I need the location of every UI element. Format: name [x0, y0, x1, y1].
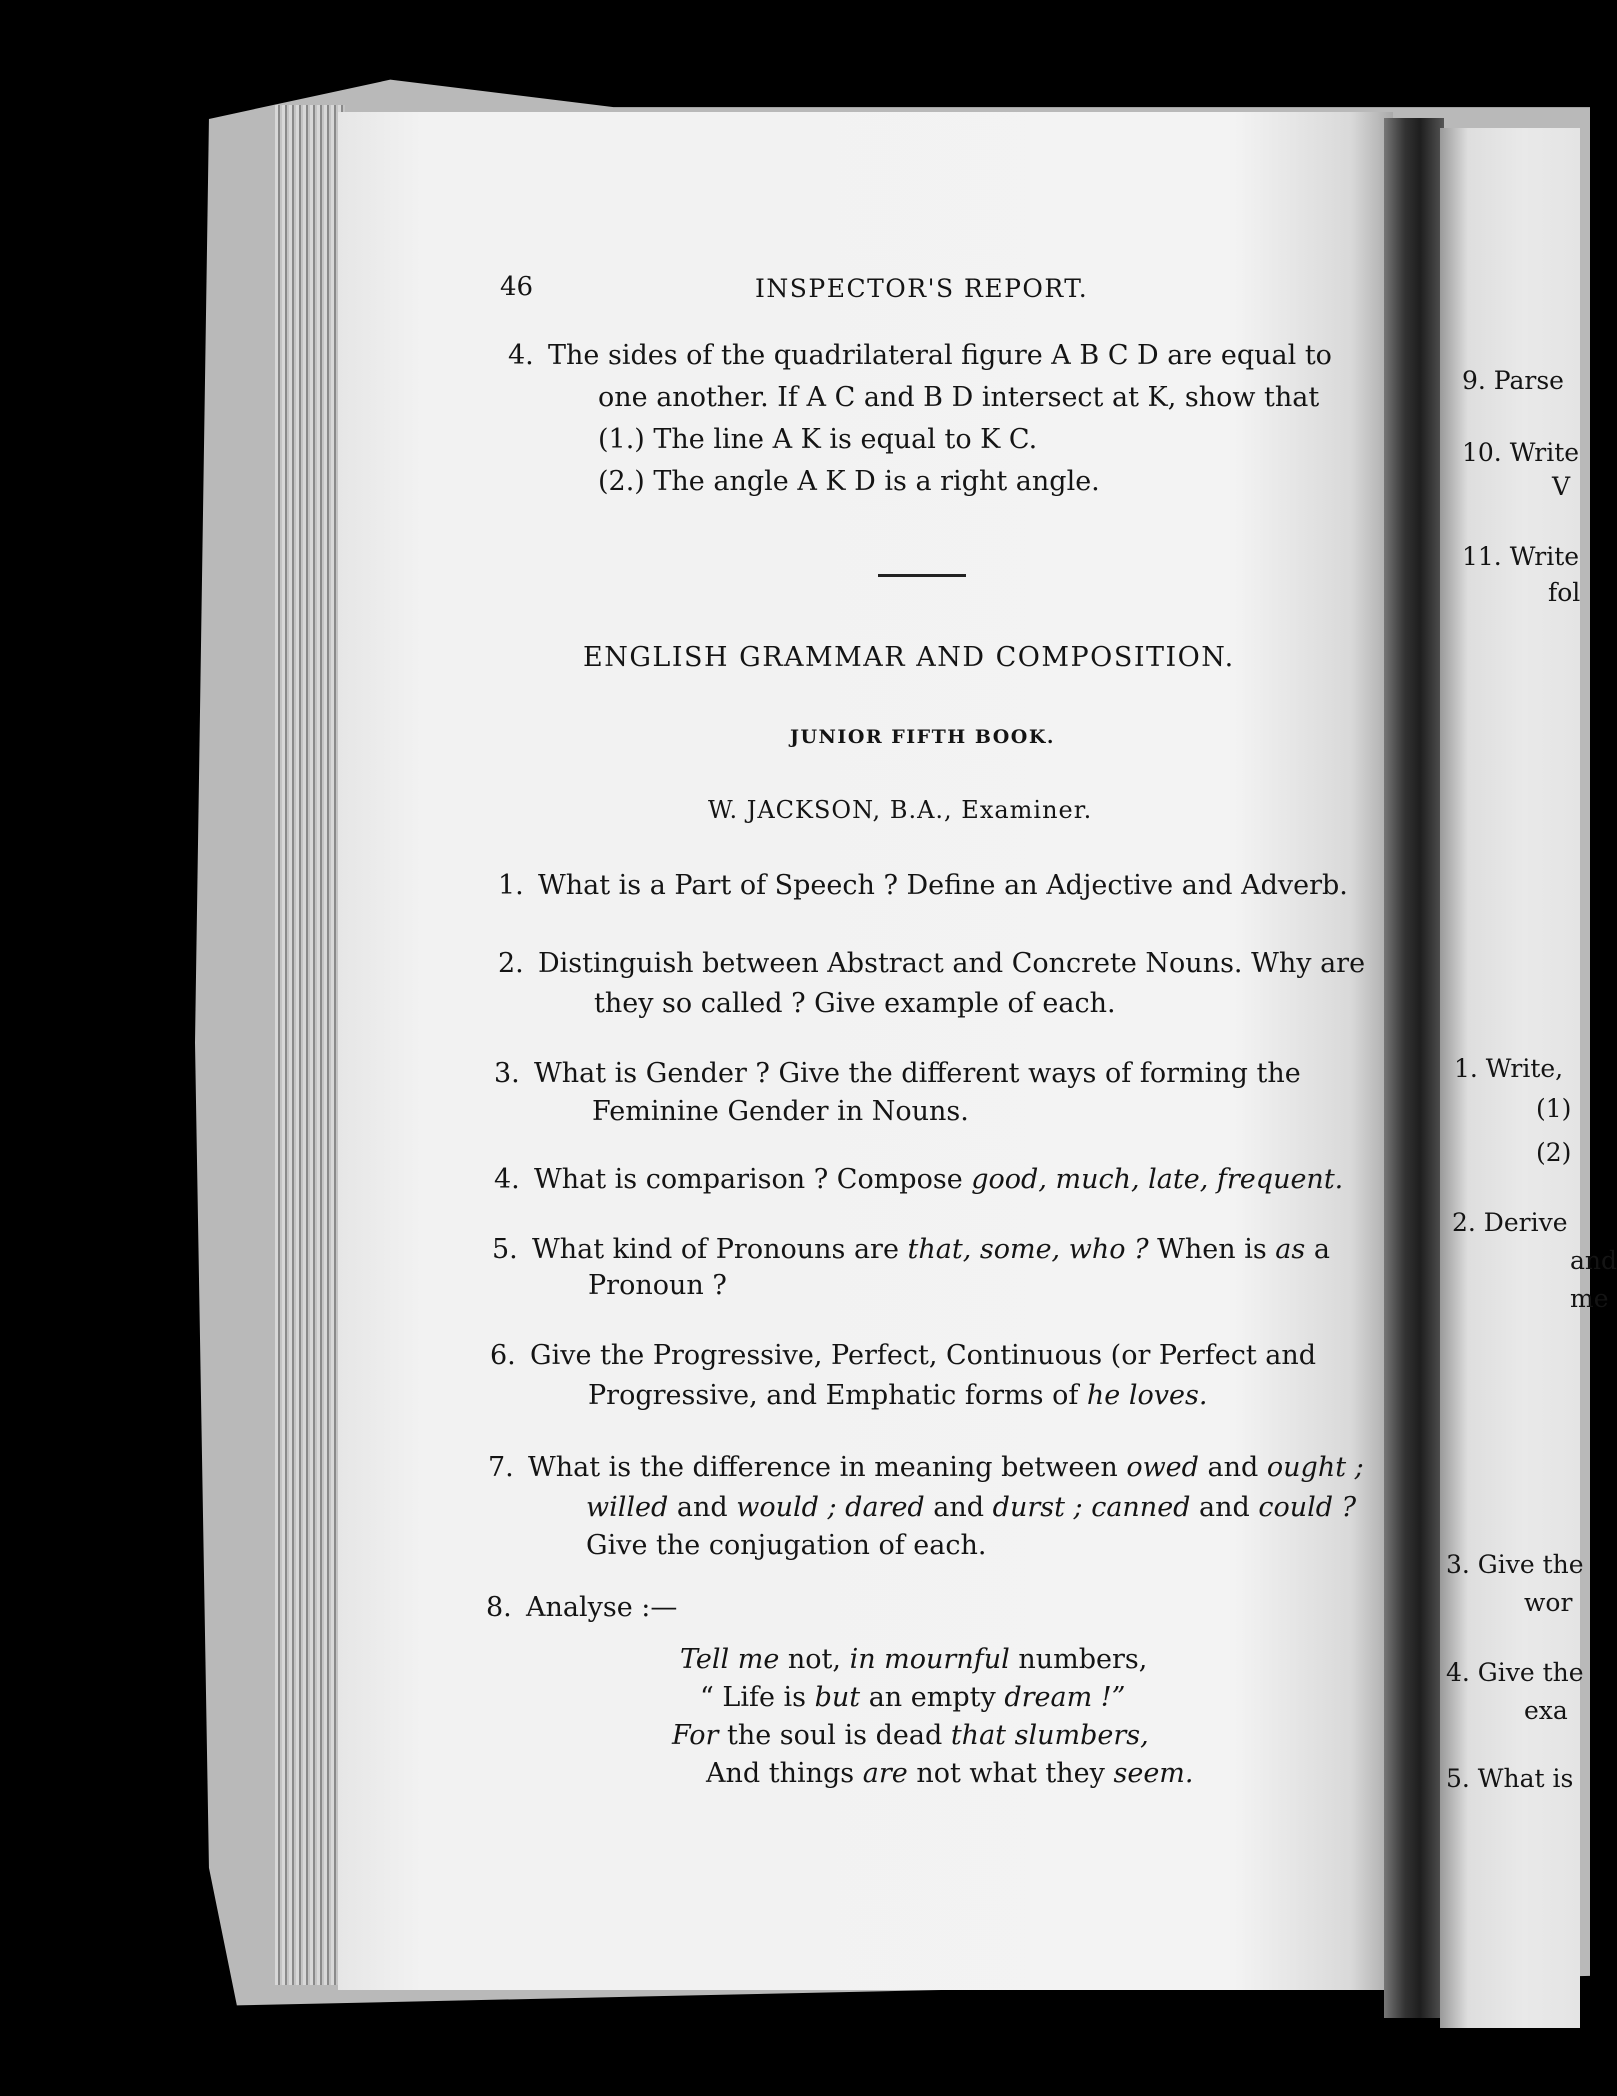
question-italic-text: durst ; canned — [992, 1492, 1191, 1523]
question — [488, 1452, 1364, 1483]
poem-line — [706, 1758, 1193, 1789]
question — [494, 1164, 1343, 1195]
page-number: 46 — [500, 272, 534, 302]
geometry-question-line: one another. If A C and B D intersect at K, show that — [598, 382, 1320, 413]
question-text: Analyse :— — [526, 1592, 678, 1623]
question-number: 4. — [494, 1164, 520, 1195]
question-italic-text: as — [1275, 1234, 1306, 1265]
section-divider — [878, 574, 966, 577]
poem-italic: but — [814, 1682, 861, 1713]
facing-page-line: me — [1570, 1284, 1609, 1313]
poem-text: numbers, — [1009, 1644, 1148, 1675]
question-text: Distinguish between Abstract and Concrete Nouns. Why are — [538, 948, 1366, 979]
poem-italic: are — [862, 1758, 908, 1789]
question-text: a — [1305, 1234, 1330, 1265]
facing-page-line: 1. Write, — [1454, 1054, 1564, 1083]
poem-text: an empty — [860, 1682, 1005, 1713]
question-number: 2. — [498, 948, 524, 979]
question-text: What is comparison ? Compose — [534, 1164, 972, 1195]
question-italic-text: willed — [586, 1492, 669, 1523]
question-text: and — [1190, 1492, 1259, 1523]
question — [492, 1234, 1330, 1265]
question-italic-text: would ; dared — [736, 1492, 925, 1523]
facing-page-line: 11. Write — [1462, 542, 1580, 571]
geometry-question-part: (2.) The angle A K D is a right angle. — [598, 466, 1100, 497]
question-number: 8. — [486, 1592, 512, 1623]
facing-page-line: 9. Parse — [1462, 366, 1564, 395]
geometry-question-part: (1.) The line A K is equal to K C. — [598, 424, 1038, 455]
question-text: Give the Progressive, Perfect, Continuous (or Perfect and — [530, 1340, 1317, 1371]
poem-italic: seem. — [1113, 1758, 1194, 1789]
question — [486, 1592, 677, 1623]
page-edges — [275, 105, 345, 1985]
question-text: When is — [1148, 1234, 1276, 1265]
poem-italic: dream !” — [1004, 1682, 1126, 1713]
question-italic-text: ought ; — [1266, 1452, 1364, 1483]
question-number: 1. — [498, 870, 524, 901]
question-text: and — [668, 1492, 737, 1523]
question — [494, 1058, 1301, 1089]
facing-page-line: fol — [1548, 578, 1581, 607]
poem-italic: in mournful — [849, 1644, 1010, 1675]
poem-line — [672, 1720, 1149, 1751]
poem-text: not what they — [907, 1758, 1114, 1789]
question-text: Progressive, and Emphatic forms of — [588, 1380, 1087, 1411]
question-text: and — [924, 1492, 993, 1523]
poem-text: And things — [706, 1758, 863, 1789]
geometry-question-line — [508, 340, 1332, 371]
question-italic-text: could ? — [1258, 1492, 1357, 1523]
question — [498, 870, 1348, 901]
question-text: What is the difference in meaning between — [528, 1452, 1127, 1483]
facing-page-line: (2) — [1536, 1138, 1572, 1167]
facing-page-line: wor — [1524, 1588, 1573, 1617]
question-continuation — [588, 1380, 1207, 1411]
question-italic-text: that, some, who ? — [907, 1234, 1149, 1265]
section-title: ENGLISH GRAMMAR AND COMPOSITION. — [583, 642, 1235, 673]
poem-italic: For — [672, 1720, 719, 1751]
poem-text: “ Life is — [700, 1682, 815, 1713]
facing-page-line: 10. Write — [1462, 438, 1580, 467]
question-text: and — [1198, 1452, 1267, 1483]
question-continuation: Give the conjugation of each. — [586, 1530, 987, 1561]
poem-line — [680, 1644, 1147, 1675]
question-text: The sides of the quadrilateral figure A B C D are equal to — [548, 340, 1332, 371]
section-subtitle: JUNIOR FIFTH BOOK. — [790, 726, 1055, 748]
question-number: 4. — [508, 340, 534, 371]
question-continuation: Pronoun ? — [588, 1270, 727, 1301]
question-continuation: Feminine Gender in Nouns. — [592, 1096, 969, 1127]
question-continuation: they so called ? Give example of each. — [594, 988, 1116, 1019]
facing-page-line: exa — [1524, 1696, 1568, 1725]
facing-page-line: and — [1570, 1246, 1617, 1275]
question — [490, 1340, 1316, 1371]
question-number: 5. — [492, 1234, 518, 1265]
facing-page-line: 2. Derive — [1452, 1208, 1568, 1237]
poem-text: not, — [779, 1644, 850, 1675]
facing-page-line: 3. Give the — [1446, 1550, 1584, 1579]
facing-page-line: V — [1552, 472, 1571, 501]
poem-italic: Tell me — [680, 1644, 780, 1675]
facing-page-line: 5. What is — [1446, 1764, 1574, 1793]
question-text: What is a Part of Speech ? Define an Adjective and Adverb. — [538, 870, 1348, 901]
question-italic-text: good, much, late, frequent. — [971, 1164, 1344, 1195]
question-text: What kind of Pronouns are — [532, 1234, 908, 1265]
question-italic-text: owed — [1126, 1452, 1199, 1483]
question-continuation — [586, 1492, 1356, 1523]
examiner-line: W. JACKSON, B.A., Examiner. — [708, 796, 1093, 824]
poem-italic: that slumbers, — [950, 1720, 1149, 1751]
facing-page-line: 4. Give the — [1446, 1658, 1584, 1687]
question — [498, 948, 1365, 979]
question-text: What is Gender ? Give the different ways of forming the — [534, 1058, 1301, 1089]
poem-text: the soul is dead — [718, 1720, 951, 1751]
running-title: INSPECTOR'S REPORT. — [755, 274, 1089, 303]
question-italic-text: he loves. — [1086, 1380, 1208, 1411]
question-number: 3. — [494, 1058, 520, 1089]
question-number: 6. — [490, 1340, 516, 1371]
question-number: 7. — [488, 1452, 514, 1483]
facing-page-line: (1) — [1536, 1094, 1572, 1123]
facing-page — [1440, 128, 1617, 2028]
book-gutter — [1384, 118, 1444, 2018]
poem-line — [700, 1682, 1125, 1713]
